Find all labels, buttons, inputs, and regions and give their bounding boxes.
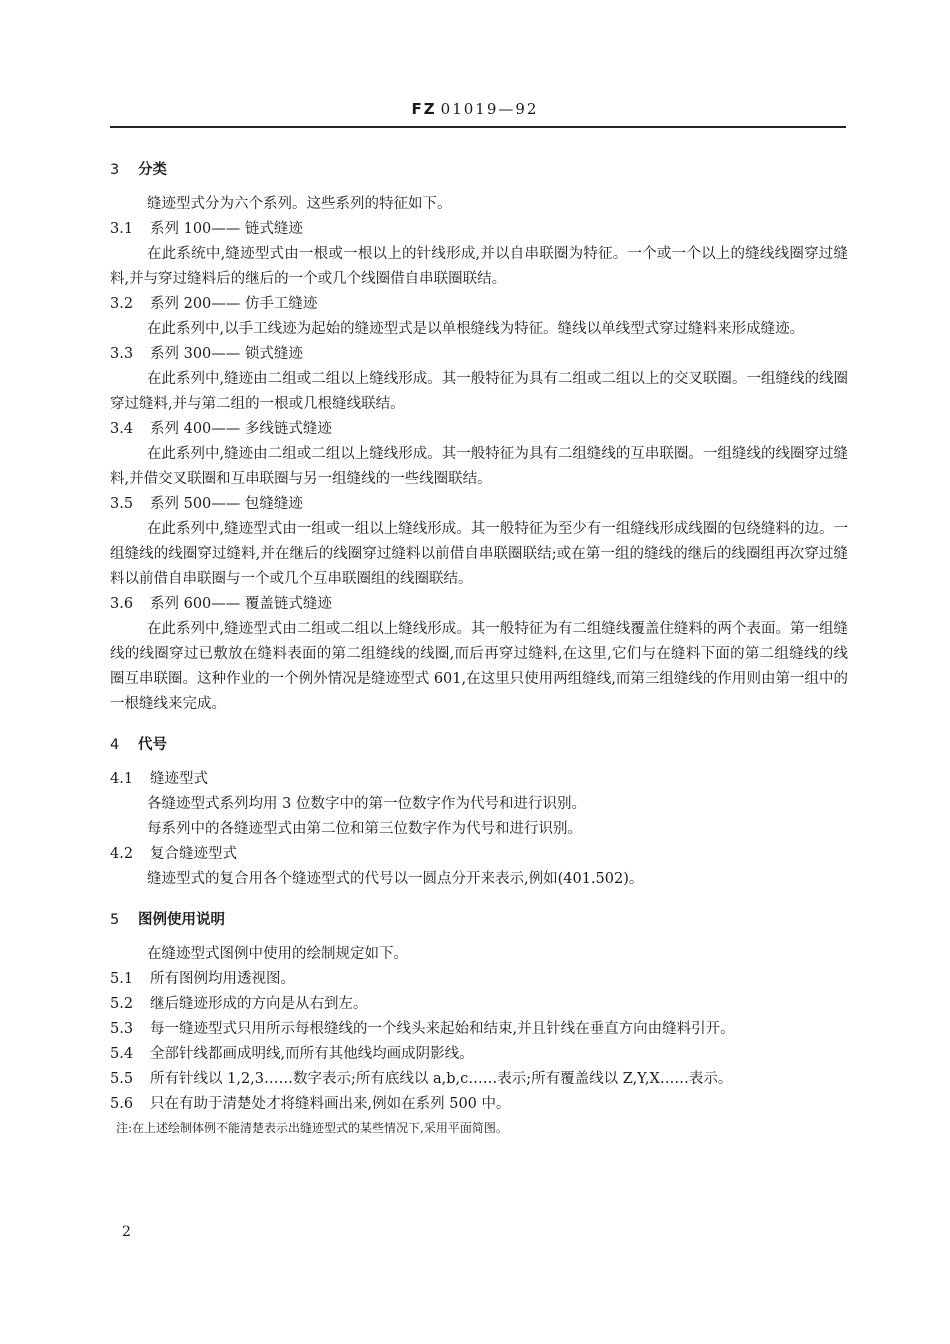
- rule-5-4: 5.4 全部针线都画成明线,而所有其他线均画成阴影线。: [110, 1046, 474, 1062]
- subsection-3-6-text: 在此系列中,缝迹型式由二组或二组以上缝线形成。其一般特征为有二组缝线覆盖住缝料的两个表面。第一组缝线的线圈穿过已敷放在缝料表面的第二组缝线的线圈,而后再穿过缝料,在这里,它们与在缝料下面的第二组缝线的线圈互串联圈。这种作业的一个例外情况是缝迹型式 601,在这里只使用两组缝线,而第三组缝线的作用则由第一组中的一根缝线来完成。: [110, 621, 848, 712]
- subsection-3-5-title: 3.5 系列 500—— 包缝缝迹: [110, 496, 303, 512]
- section-5-heading: 5 图例使用说明: [110, 912, 225, 928]
- subsection-4-2-title: 4.2 复合缝迹型式: [110, 846, 237, 862]
- subsection-3-3-text: 在此系列中,缝迹由二组或二组以上缝线形成。其一般特征为具有二组或二组以上的交叉联圈。一组缝线的线圈穿过缝料,并与第二组的一根或几根缝线联结。: [110, 371, 848, 412]
- standard-code: 01019—92: [440, 100, 539, 118]
- subsection-3-1-title: 3.1 系列 100—— 链式缝迹: [110, 221, 303, 237]
- section-4-heading: 4 代号: [110, 737, 167, 753]
- section-3-intro: 缝迹型式分为六个系列。这些系列的特征如下。: [147, 196, 452, 212]
- subsection-3-3-title: 3.3 系列 300—— 锁式缝迹: [110, 346, 303, 362]
- section-3-heading: 3 分类: [110, 162, 167, 178]
- rule-5-5: 5.5 所有针线以 1,2,3……数字表示;所有底线以 a,b,c……表示;所有覆盖线以 Z,Y,X……表示。: [110, 1071, 733, 1087]
- section-5-intro: 在缝迹型式图例中使用的绘制规定如下。: [147, 946, 408, 962]
- subsection-4-1-line-1: 各缝迹型式系列均用 3 位数字中的第一位数字作为代号和进行识别。: [147, 796, 586, 812]
- document-body: [110, 156, 848, 1139]
- page-number: 2: [122, 1224, 131, 1240]
- rule-5-2: 5.2 继后缝迹形成的方向是从右到左。: [110, 996, 368, 1012]
- subsection-3-6-title: 3.6 系列 600—— 覆盖链式缝迹: [110, 596, 332, 612]
- subsection-4-2-line-1: 缝迹型式的复合用各个缝迹型式的代号以一圆点分开来表示,例如(401.502)。: [147, 871, 644, 887]
- rule-5-3: 5.3 每一缝迹型式只用所示每根缝线的一个线头来起始和结束,并且针线在垂直方向由缝料引开。: [110, 1021, 735, 1037]
- subsection-3-2-title: 3.2 系列 200—— 仿手工缝迹: [110, 296, 318, 312]
- subsection-4-1-title: 4.1 缝迹型式: [110, 771, 208, 787]
- subsection-4-1-line-2: 每系列中的各缝迹型式由第二位和第三位数字作为代号和进行识别。: [147, 821, 582, 837]
- rule-5-6: 5.6 只在有助于清楚处才将缝料画出来,例如在系列 500 中。: [110, 1096, 511, 1112]
- subsection-3-5-text: 在此系列中,缝迹型式由一组或一组以上缝线形成。其一般特征为至少有一组缝线形成线圈的包绕缝料的边。一组缝线的线圈穿过缝料,并在继后的线圈穿过缝料以前借自串联圈联结;或在第一组的缝线的继后的线圈组再次穿过缝料以前借自串联圈与一个或几个互串联圈组的线圈联结。: [110, 521, 848, 587]
- standard-prefix: FZ: [411, 100, 437, 118]
- subsection-3-4-text: 在此系列中,缝迹由二组或二组以上缝线形成。其一般特征为具有二组缝线的互串联圈。一组缝线的线圈穿过缝料,并借交叉联圈和互串联圈与另一组缝线的一些线圈联结。: [110, 446, 848, 487]
- subsection-3-4-title: 3.4 系列 400—— 多线链式缝迹: [110, 421, 332, 437]
- rule-5-1: 5.1 所有图例均用透视图。: [110, 971, 295, 987]
- drawing-note: 注:在上述绘制体例不能清楚表示出缝迹型式的某些情况下,采用平面简图。: [116, 1121, 508, 1135]
- page-header: [0, 100, 950, 118]
- subsection-3-2-text: 在此系列中,以手工线迹为起始的缝迹型式是以单根缝线为特征。缝线以单线型式穿过缝料来形成缝迹。: [147, 321, 805, 337]
- header-rule: [110, 126, 846, 128]
- subsection-3-1-text: 在此系统中,缝迹型式由一根或一根以上的针线形成,并以自串联圈为特征。一个或一个以上的缝线线圈穿过缝料,并与穿过缝料后的继后的一个或几个线圈借自串联圈联结。: [110, 246, 848, 287]
